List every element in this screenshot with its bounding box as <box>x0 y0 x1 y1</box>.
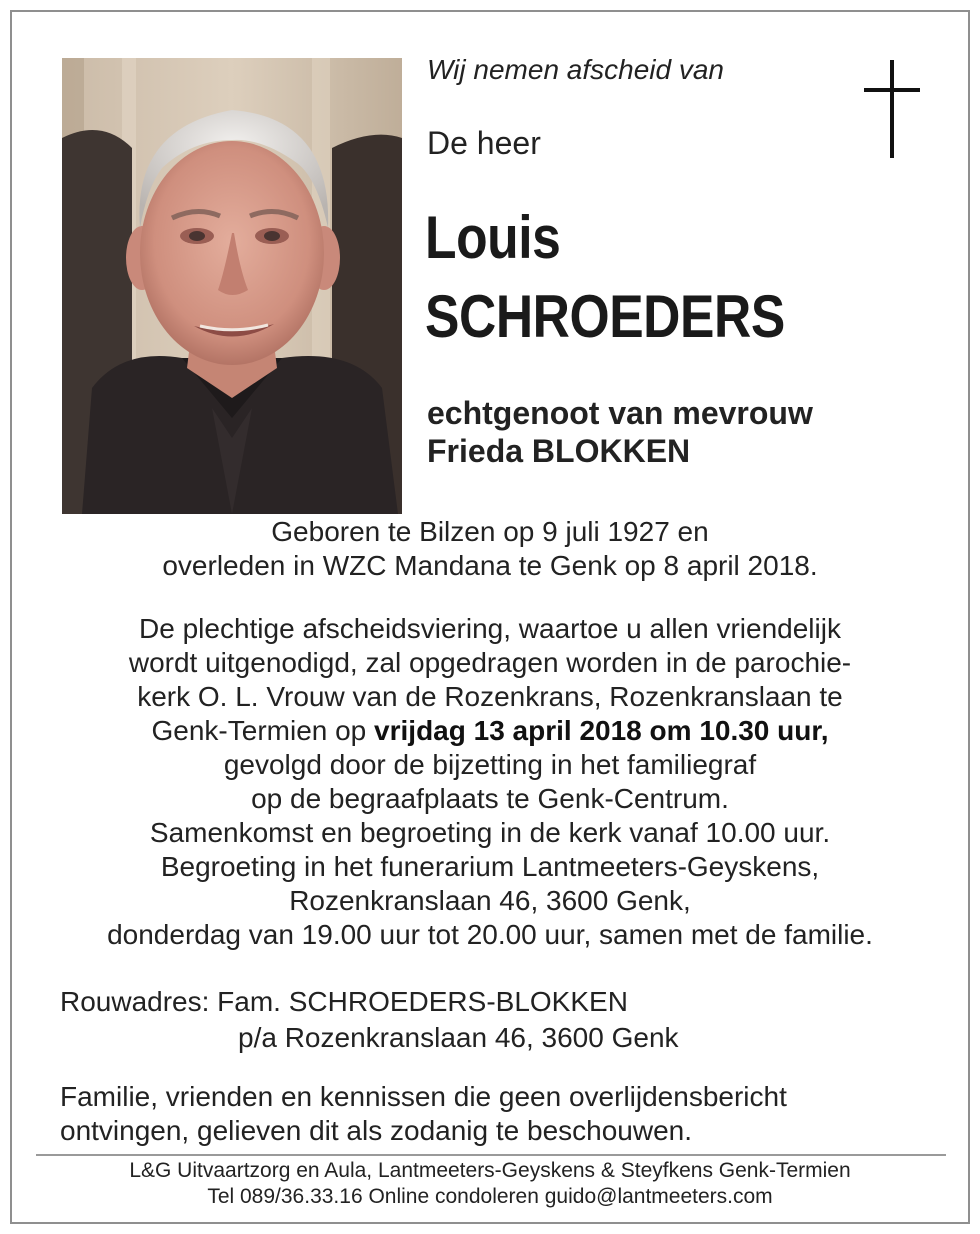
spouse-info <box>427 394 813 470</box>
ceremony-line-2: wordt uitgenodigd, zal opgedragen worden in de parochie- <box>128 647 852 678</box>
address-line-2: p/a Rozenkranslaan 46, 3600 Genk <box>238 1022 679 1053</box>
ceremony-place: Genk-Termien op <box>151 715 375 746</box>
birth-line: Geboren te Bilzen op 9 juli 1927 en <box>271 516 709 547</box>
ceremony-line-7: Samenkomst en begroeting in de kerk vanaf 10.00 uur. <box>149 817 831 848</box>
ceremony-line-8: Begroeting in het funerarium Lantmeeters-Geyskens, <box>160 851 820 882</box>
death-line: overleden in WZC Mandana te Genk op 8 april 2018. <box>162 550 818 581</box>
footer-line-2: Tel 089/36.33.16 Online condoleren guido@lantmeeters.com <box>207 1185 773 1208</box>
deceased-first-name: Louis <box>425 204 561 271</box>
salutation: De heer <box>427 125 541 161</box>
mourning-address <box>60 984 679 1056</box>
family-notice <box>60 1080 787 1148</box>
ceremony-line-3: kerk O. L. Vrouw van de Rozenkrans, Rozenkranslaan te <box>137 681 843 712</box>
spouse-line-1: echtgenoot van mevrouw <box>427 395 813 431</box>
cross-icon <box>862 60 924 160</box>
ceremony-line-6: op de begraafplaats te Genk-Centrum. <box>251 783 729 814</box>
footer-divider <box>36 1154 946 1156</box>
ceremony-line-9: Rozenkranslaan 46, 3600 Genk, <box>289 885 691 916</box>
ceremony-datetime: vrijdag 13 april 2018 om 10.30 uur, <box>374 715 829 746</box>
notice-line-2: ontvingen, gelieven dit als zodanig te beschouwen. <box>60 1115 692 1146</box>
ceremony-line-5: gevolgd door de bijzetting in het familiegraf <box>223 749 757 780</box>
footer-line-1: L&G Uitvaartzorg en Aula, Lantmeeters-Geyskens & Steyfkens Genk-Termien <box>129 1159 851 1182</box>
ceremony-line-1: De plechtige afscheidsviering, waartoe u allen vriendelijk <box>139 613 841 644</box>
notice-line-1: Familie, vrienden en kennissen die geen overlijdensbericht <box>60 1081 787 1112</box>
intro-text: Wij nemen afscheid van <box>427 54 725 85</box>
portrait-photo <box>62 58 402 514</box>
address-line-1: Rouwadres: Fam. SCHROEDERS-BLOKKEN <box>60 986 628 1017</box>
spouse-name: Frieda BLOKKEN <box>427 433 691 469</box>
ceremony-line-4 <box>0 714 980 748</box>
deceased-last-name: SCHROEDERS <box>425 283 785 350</box>
funeral-home-footer <box>0 1158 980 1210</box>
ceremony-line-10: donderdag van 19.00 uur tot 20.00 uur, samen met de familie. <box>107 919 873 950</box>
birth-death-info <box>0 515 980 583</box>
portrait-image <box>62 58 402 514</box>
ceremony-info <box>0 612 980 952</box>
